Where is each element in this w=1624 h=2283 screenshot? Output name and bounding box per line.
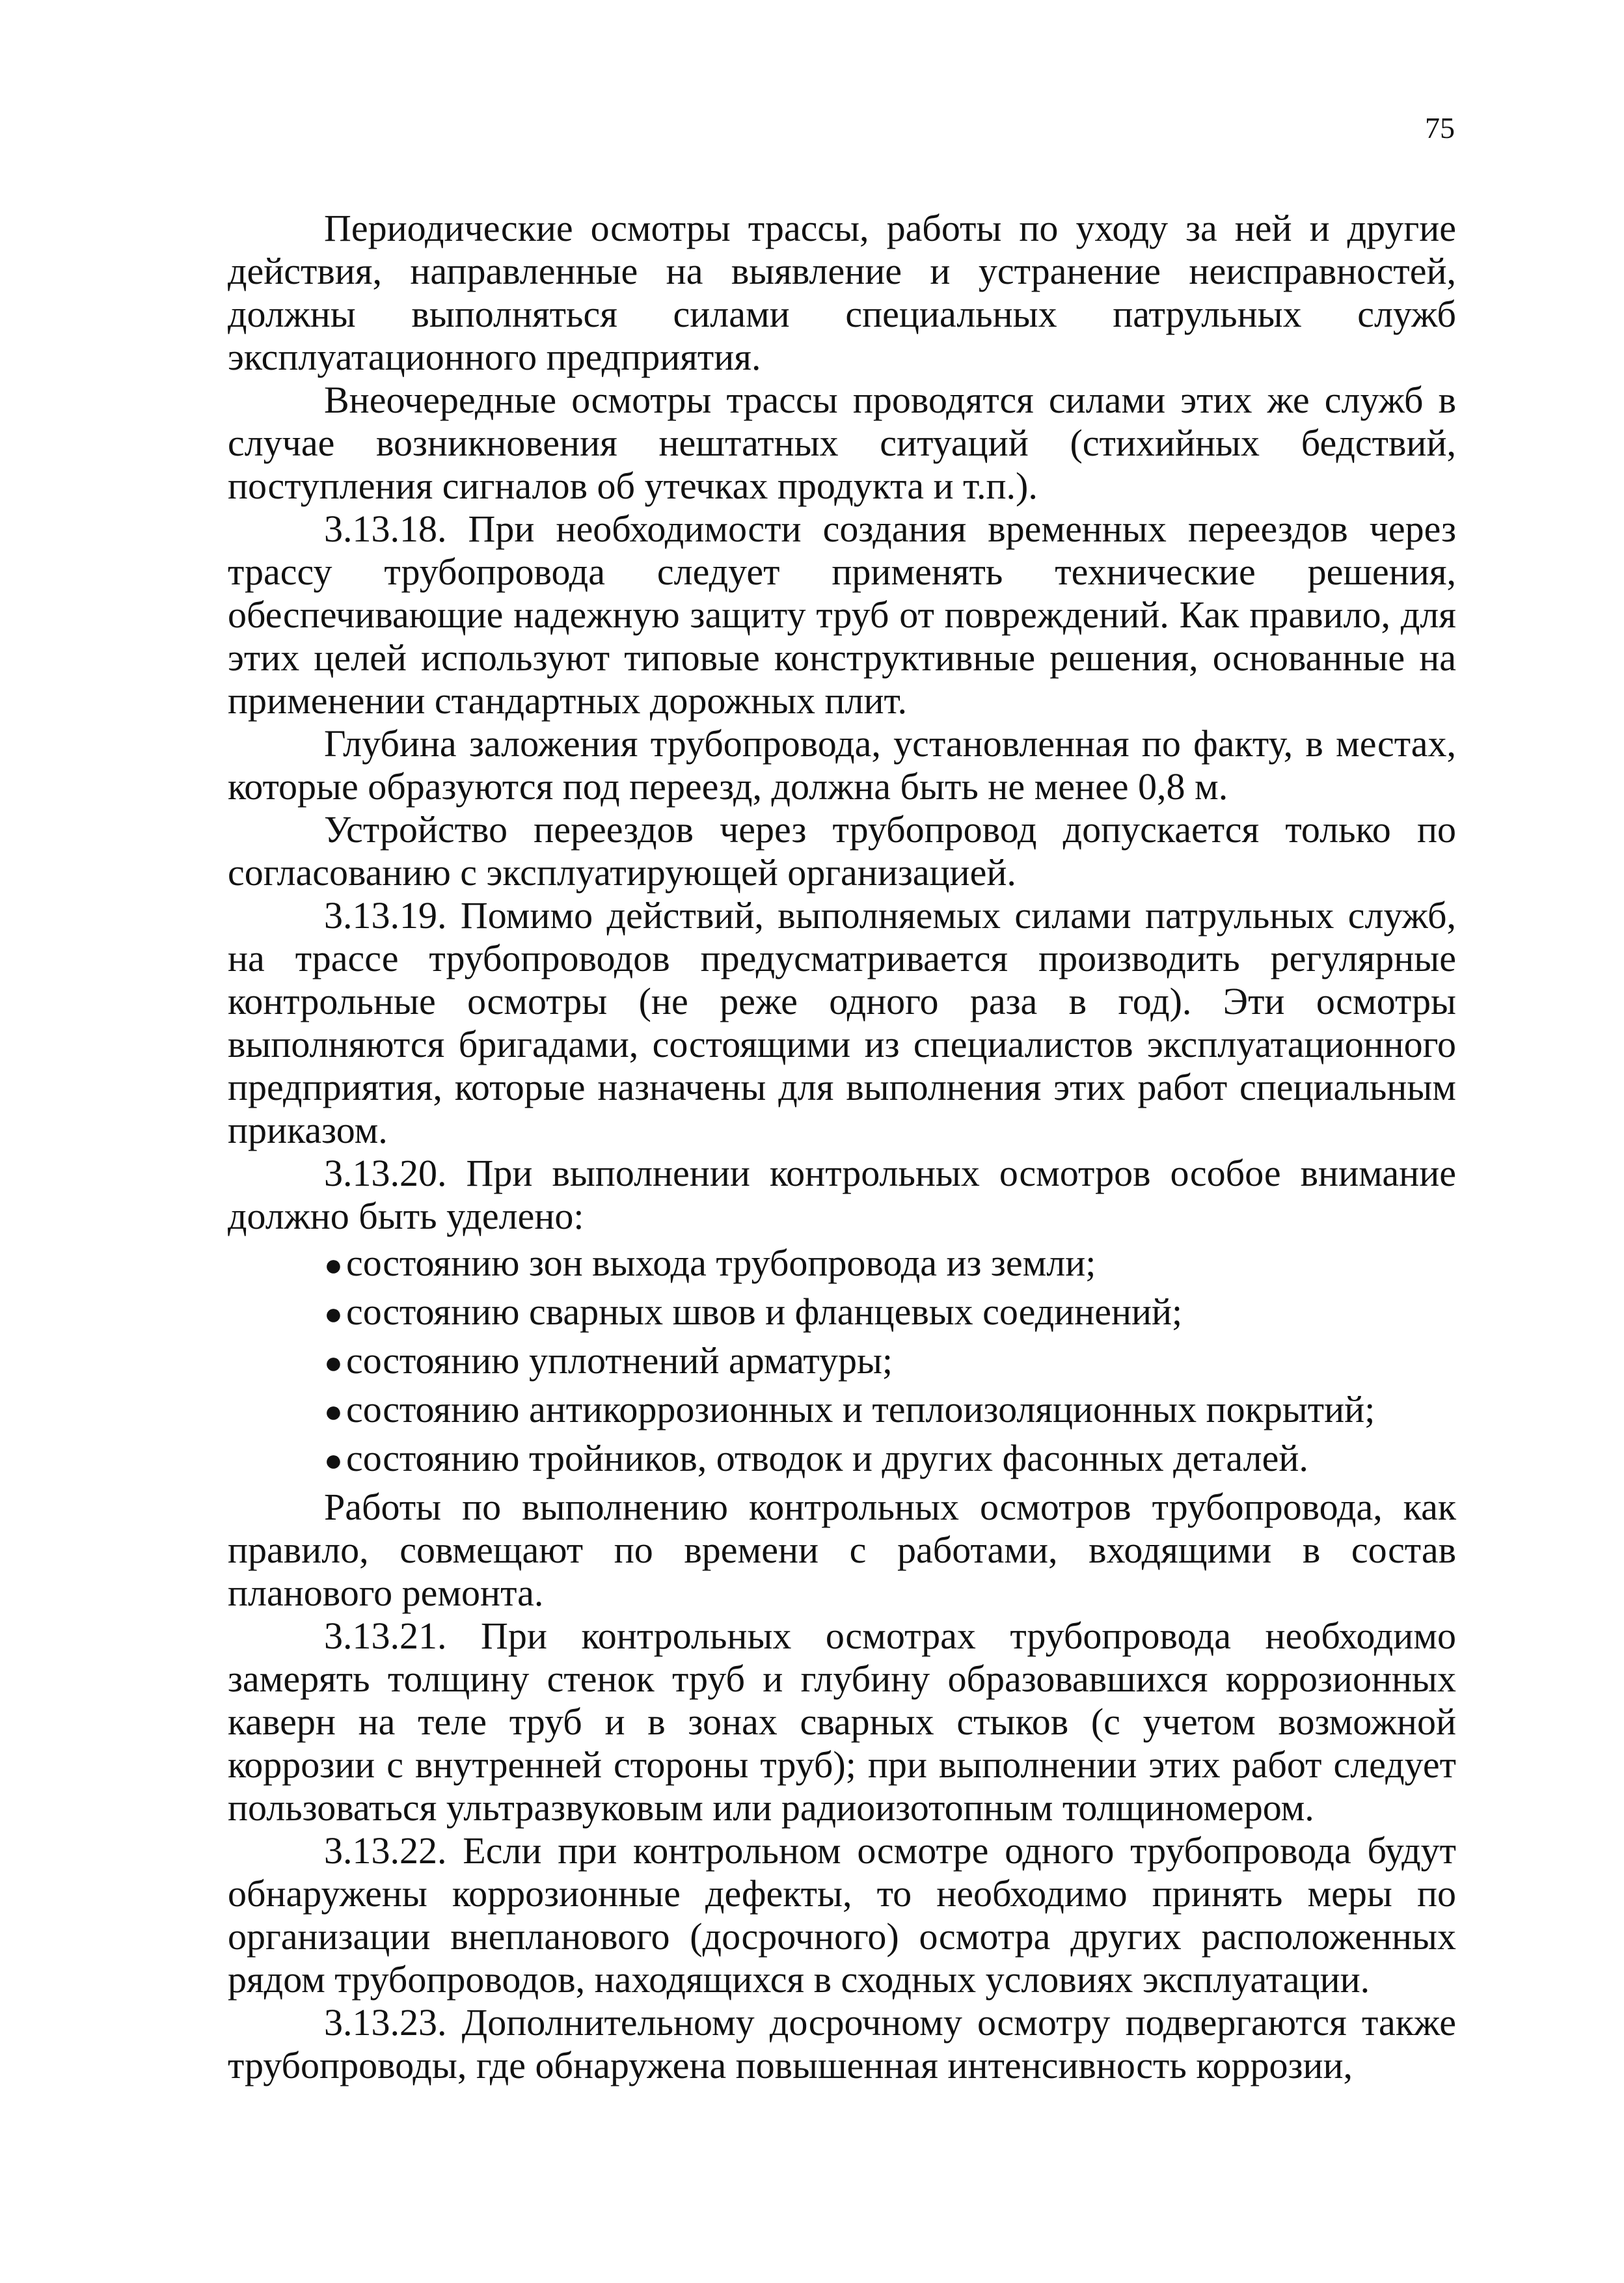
paragraph: Внеочередные осмотры трассы проводятся силами этих же служб в случае возникновения нештатных ситуаций (стихийных бедствий, поступления сигналов об утечках продукта и т.п.). bbox=[228, 379, 1456, 507]
list-item bbox=[324, 1242, 1456, 1287]
paragraph: 3.13.18. При необходимости создания временных переездов через трассу трубопровода следует применять технические решения, обеспечивающие надежную защиту труб от повреждений. Как правило, для этих целей используют типовые конструктивные решения, основанные на применении стандартных дорожных плит. bbox=[228, 508, 1456, 722]
paragraph: 3.13.21. При контрольных осмотрах трубопровода необходимо замерять толщину стенок труб и глубину образовавшихся коррозионных каверн на теле труб и в зонах сварных стыков (с учетом возможной коррозии с внутренней стороны труб); при выполнении этих работ следует пользоваться ультразвуковым или радиоизотопным толщиномером. bbox=[228, 1615, 1456, 1829]
list-item bbox=[324, 1388, 1456, 1434]
list-item-text: состоянию тройников, отводок и других фасонных деталей. bbox=[346, 1437, 1308, 1479]
bullet-icon: ● bbox=[324, 1297, 343, 1332]
list-item bbox=[324, 1339, 1456, 1385]
bullet-list bbox=[228, 1242, 1456, 1483]
page-number: 75 bbox=[1425, 111, 1455, 144]
list-item bbox=[324, 1291, 1456, 1336]
document-body bbox=[228, 207, 1456, 2087]
paragraph: Работы по выполнению контрольных осмотров трубопровода, как правило, совмещают по времени с работами, входящими в состав планового ремонта. bbox=[228, 1486, 1456, 1614]
paragraph: Периодические осмотры трассы, работы по уходу за ней и другие действия, направленные на выявление и устранение неисправностей, должны выполняться силами специальных патрульных служб эксплуатационного предприятия. bbox=[228, 207, 1456, 378]
paragraph: Устройство переездов через трубопровод допускается только по согласованию с эксплуатирующей организацией. bbox=[228, 808, 1456, 894]
paragraph: 3.13.20. При выполнении контрольных осмотров особое внимание должно быть уделено: bbox=[228, 1152, 1456, 1237]
paragraph: 3.13.22. Если при контрольном осмотре одного трубопровода будут обнаружены коррозионные дефекты, то необходимо принять меры по организации внепланового (досрочного) осмотра других расположенных рядом трубопроводов, находящихся в сходных условиях эксплуатации. bbox=[228, 1829, 1456, 2001]
bullet-icon: ● bbox=[324, 1395, 343, 1429]
list-item-text: состоянию зон выхода трубопровода из земли; bbox=[346, 1242, 1096, 1284]
list-item-text: состоянию уплотнений арматуры; bbox=[346, 1339, 893, 1382]
list-item bbox=[324, 1437, 1456, 1483]
list-item-text: состоянию антикоррозионных и теплоизоляционных покрытий; bbox=[346, 1388, 1375, 1430]
paragraph: 3.13.23. Дополнительному досрочному осмотру подвергаются также трубопроводы, где обнаружена повышенная интенсивность коррозии, bbox=[228, 2001, 1456, 2086]
bullet-icon: ● bbox=[324, 1346, 343, 1380]
paragraph: 3.13.19. Помимо действий, выполняемых силами патрульных служб, на трассе трубопроводов предусматривается производить регулярные контрольные осмотры (не реже одного раза в год). Эти осмотры выполняются бригадами, состоящими из специалистов эксплуатационного предприятия, которые назначены для выполнения этих работ специальным приказом. bbox=[228, 894, 1456, 1151]
list-item-text: состоянию сварных швов и фланцевых соединений; bbox=[346, 1291, 1183, 1333]
bullet-icon: ● bbox=[324, 1443, 343, 1478]
bullet-icon: ● bbox=[324, 1248, 343, 1283]
paragraph: Глубина заложения трубопровода, установленная по факту, в местах, которые образуются под переезд, должна быть не менее 0,8 м. bbox=[228, 722, 1456, 808]
